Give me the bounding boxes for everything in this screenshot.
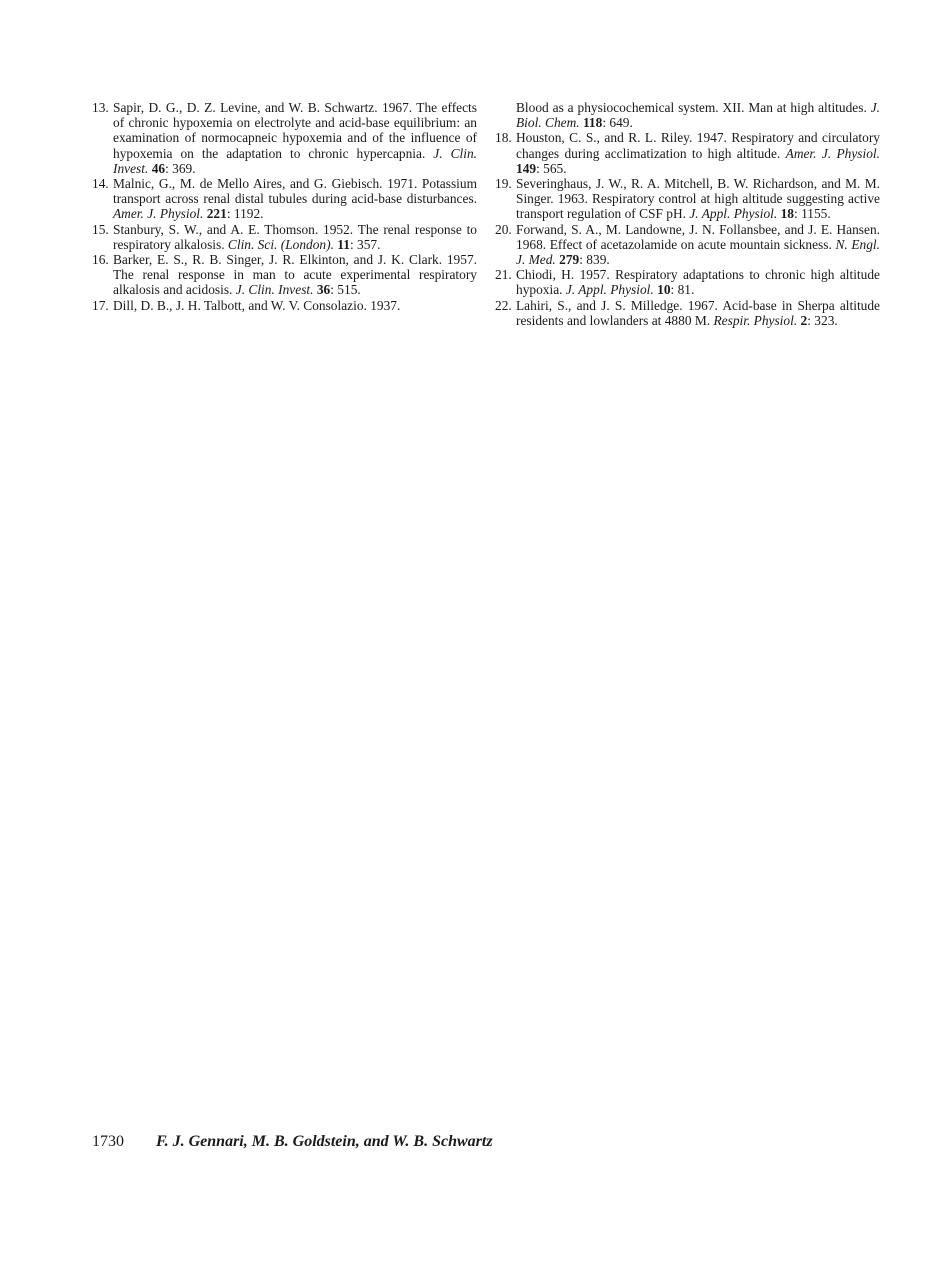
reference-citation: Severinghaus, J. W., R. A. Mitchell, B. W. Richardson, and M. M. Singer. 1963. Respiratory control at high altitude suggesting active transport regulation of CSF pH.	[516, 176, 880, 222]
reference-citation: Blood as a physiocochemical system. XII. Man at high altitudes.	[516, 100, 867, 115]
reference-citation: Chiodi, H. 1957. Respiratory adaptations to chronic high altitude hypoxia.	[516, 267, 880, 298]
reference-number: 19.	[495, 176, 512, 192]
page-footer	[92, 1133, 493, 1151]
reference-number: 20.	[495, 221, 512, 237]
reference-number: 14.	[92, 176, 109, 192]
reference-list-left	[92, 100, 477, 313]
reference-number: 15.	[92, 221, 109, 237]
reference-volume: 18	[780, 206, 794, 222]
reference-pages: : 1155.	[794, 206, 831, 222]
reference-number: 18.	[495, 130, 512, 146]
reference-pages: : 357.	[349, 236, 381, 252]
reference-pages: : 515.	[330, 282, 361, 298]
reference-journal: J. Clin. Invest.	[235, 282, 314, 298]
reference-pages: : 369.	[165, 160, 196, 176]
reference-citation: Forwand, S. A., M. Landowne, J. N. Follansbee, and J. E. Hansen. 1968. Effect of acetazolamide on acute mountain sickness.	[516, 221, 880, 252]
reference-volume: 46	[151, 160, 166, 176]
reference-text	[113, 100, 477, 176]
reference-text	[516, 100, 880, 130]
reference-journal: Respir. Physiol.	[713, 312, 798, 328]
reference-journal: J. Biol. Chem.	[516, 100, 880, 131]
reference-pages: : 1192.	[226, 206, 264, 222]
reference-volume: 10	[657, 282, 671, 298]
reference-pages: : 649.	[602, 115, 633, 131]
reference-13	[92, 100, 477, 176]
reference-text	[516, 130, 880, 176]
reference-21	[495, 267, 880, 297]
reference-number: 16.	[92, 252, 109, 268]
reference-volume: 2	[800, 312, 808, 328]
page-number: 1730	[92, 1133, 124, 1150]
reference-volume: 36	[316, 282, 331, 298]
reference-text	[516, 176, 880, 222]
reference-journal: J. Appl. Physiol.	[565, 282, 654, 298]
reference-volume: 279	[559, 252, 580, 268]
reference-19	[495, 176, 880, 222]
reference-citation: Sapir, D. G., D. Z. Levine, and W. B. Schwartz. 1967. The effects of chronic hypoxemia on electrolyte and acid-base equilibrium: an examination of normocapneic hypoxemia and of the influence of hypoxemia on the adaptation to chronic hypercapnia.	[113, 100, 477, 161]
reference-number: 22.	[495, 297, 512, 313]
reference-17-continuation	[495, 100, 880, 130]
reference-list-right	[495, 100, 880, 328]
reference-pages: : 81.	[670, 282, 695, 298]
reference-citation: Barker, E. S., R. B. Singer, J. R. Elkinton, and J. K. Clark. 1957. The renal response in man to acute experimental respiratory alkalosis and acidosis.	[113, 252, 477, 298]
reference-volume: 11	[337, 236, 350, 252]
reference-text	[113, 298, 477, 313]
reference-citation: Malnic, G., M. de Mello Aires, and G. Giebisch. 1971. Potassium transport across renal distal tubules during acid-base disturbances.	[113, 176, 477, 207]
reference-17	[92, 298, 477, 313]
reference-pages: : 323.	[807, 312, 838, 328]
reference-text	[113, 222, 477, 252]
reference-number-spacer	[495, 100, 516, 130]
reference-20	[495, 222, 880, 268]
reference-text	[516, 222, 880, 268]
reference-16	[92, 252, 477, 298]
reference-text	[113, 252, 477, 298]
reference-journal: J. Clin. Invest.	[113, 145, 477, 176]
running-authors: F. J. Gennari, M. B. Goldstein, and W. B. Schwartz	[156, 1133, 493, 1150]
reference-pages: : 565.	[536, 160, 567, 176]
reference-citation: Dill, D. B., J. H. Talbott, and W. V. Consolazio. 1937.	[113, 297, 401, 313]
reference-22	[495, 298, 880, 328]
reference-18	[495, 130, 880, 176]
reference-journal: Amer. J. Physiol.	[785, 145, 880, 161]
reference-volume: 118	[582, 115, 603, 131]
reference-volume: 149	[516, 160, 537, 176]
reference-citation: Lahiri, S., and J. S. Milledge. 1967. Acid-base in Sherpa altitude residents and lowlanders at 4880 M.	[516, 297, 880, 328]
reference-14	[92, 176, 477, 222]
reference-text	[516, 298, 880, 328]
reference-volume: 221	[206, 206, 227, 222]
reference-journal: N. Engl. J. Med.	[516, 236, 881, 268]
reference-text	[516, 267, 880, 297]
reference-citation: Houston, C. S., and R. L. Riley. 1947. Respiratory and circulatory changes during acclimatization to high altitude.	[516, 130, 880, 161]
reference-number: 17.	[92, 297, 109, 313]
reference-pages: : 839.	[579, 252, 610, 268]
reference-text	[113, 176, 477, 222]
reference-number: 21.	[495, 267, 512, 283]
reference-number: 13.	[92, 100, 109, 115]
reference-citation: Stanbury, S. W., and A. E. Thomson. 1952. The renal response to respiratory alkalosis.	[113, 221, 477, 252]
reference-journal: Clin. Sci. (London).	[227, 236, 334, 252]
reference-journal: J. Appl. Physiol.	[689, 206, 778, 222]
reference-15	[92, 222, 477, 252]
reference-journal: Amer. J. Physiol.	[113, 206, 204, 222]
